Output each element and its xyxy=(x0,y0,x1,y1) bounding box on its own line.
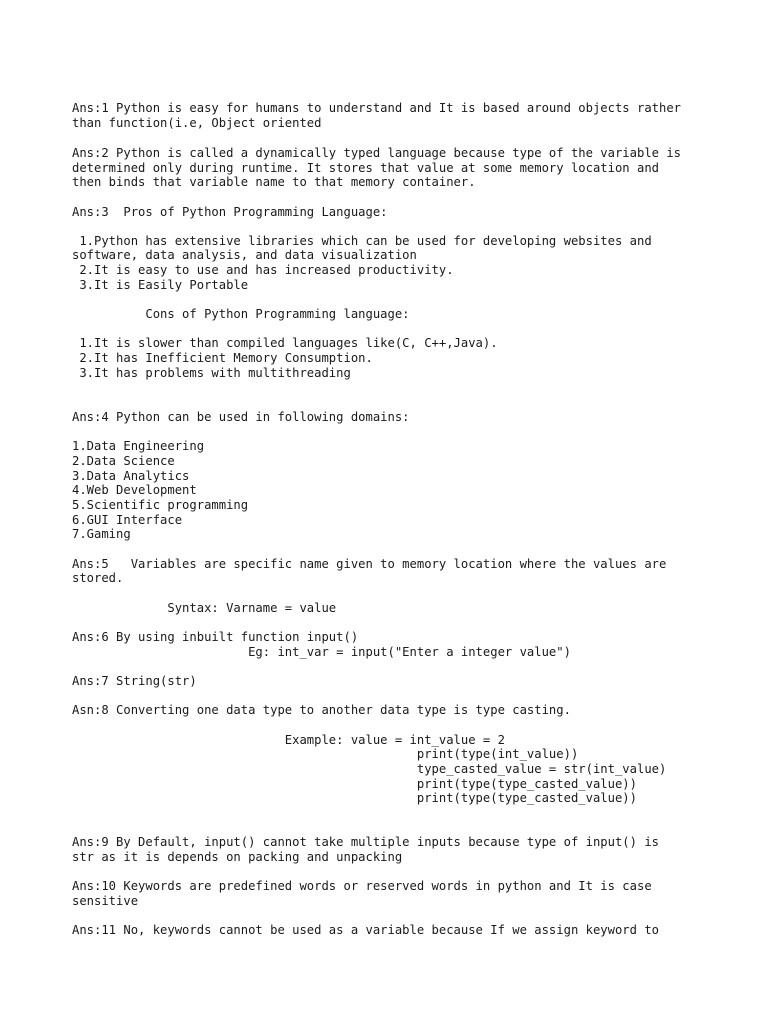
text-line: 7.Gaming xyxy=(72,527,131,541)
text-line: Ans:4 Python can be used in following domains: xyxy=(72,410,410,424)
text-line: Ans:1 Python is easy for humans to understand and It is based around objects rather xyxy=(72,101,682,115)
text-line: 3.It has problems with multithreading xyxy=(72,366,351,380)
text-line: Eg: int_var = input("Enter a integer value") xyxy=(72,645,571,659)
text-line: type_casted_value = str(int_value) xyxy=(72,762,667,776)
text-line: print(type(int_value)) xyxy=(72,747,579,761)
text-line: str as it is depends on packing and unpacking xyxy=(72,850,403,864)
text-line: 6.GUI Interface xyxy=(72,513,183,527)
text-line: Ans:9 By Default, input() cannot take multiple inputs because type of input() is xyxy=(72,835,659,849)
text-line: Asn:8 Converting one data type to another data type is type casting. xyxy=(72,703,571,717)
text-line: print(type(type_casted_value)) xyxy=(72,777,637,791)
text-line: software, data analysis, and data visualization xyxy=(72,248,417,262)
text-line: Ans:11 No, keywords cannot be used as a variable because If we assign keyword to xyxy=(72,923,659,937)
text-line: then binds that variable name to that memory container. xyxy=(72,175,476,189)
text-line: Ans:7 String(str) xyxy=(72,674,197,688)
text-line: Ans:2 Python is called a dynamically typed language because type of the variable is xyxy=(72,146,682,160)
text-line: Ans:5 Variables are specific name given to memory location where the values are xyxy=(72,557,667,571)
text-line: Ans:6 By using inbuilt function input() xyxy=(72,630,359,644)
text-line: 2.It is easy to use and has increased productivity. xyxy=(72,263,454,277)
text-line: 3.It is Easily Portable xyxy=(72,278,249,292)
text-line: 5.Scientific programming xyxy=(72,498,249,512)
text-line: stored. xyxy=(72,571,124,585)
text-line: Syntax: Varname = value xyxy=(72,601,337,615)
text-line: determined only during runtime. It stores that value at some memory location and xyxy=(72,161,659,175)
text-line: Cons of Python Programming language: xyxy=(72,307,410,321)
text-line: print(type(type_casted_value)) xyxy=(72,791,637,805)
text-line: 2.It has Inefficient Memory Consumption. xyxy=(72,351,373,365)
text-line: 1.Data Engineering xyxy=(72,439,205,453)
text-line: 2.Data Science xyxy=(72,454,175,468)
text-line: 4.Web Development xyxy=(72,483,197,497)
text-line: Ans:10 Keywords are predefined words or reserved words in python and It is case xyxy=(72,879,652,893)
text-line: than function(i.e, Object oriented xyxy=(72,116,322,130)
text-line: sensitive xyxy=(72,894,139,908)
text-line: Ans:3 Pros of Python Programming Language: xyxy=(72,205,388,219)
text-line: 3.Data Analytics xyxy=(72,469,190,483)
text-line: Example: value = int_value = 2 xyxy=(72,733,505,747)
text-line: 1.Python has extensive libraries which can be used for developing websites and xyxy=(72,234,652,248)
text-line: 1.It is slower than compiled languages like(C, C++,Java). xyxy=(72,336,498,350)
